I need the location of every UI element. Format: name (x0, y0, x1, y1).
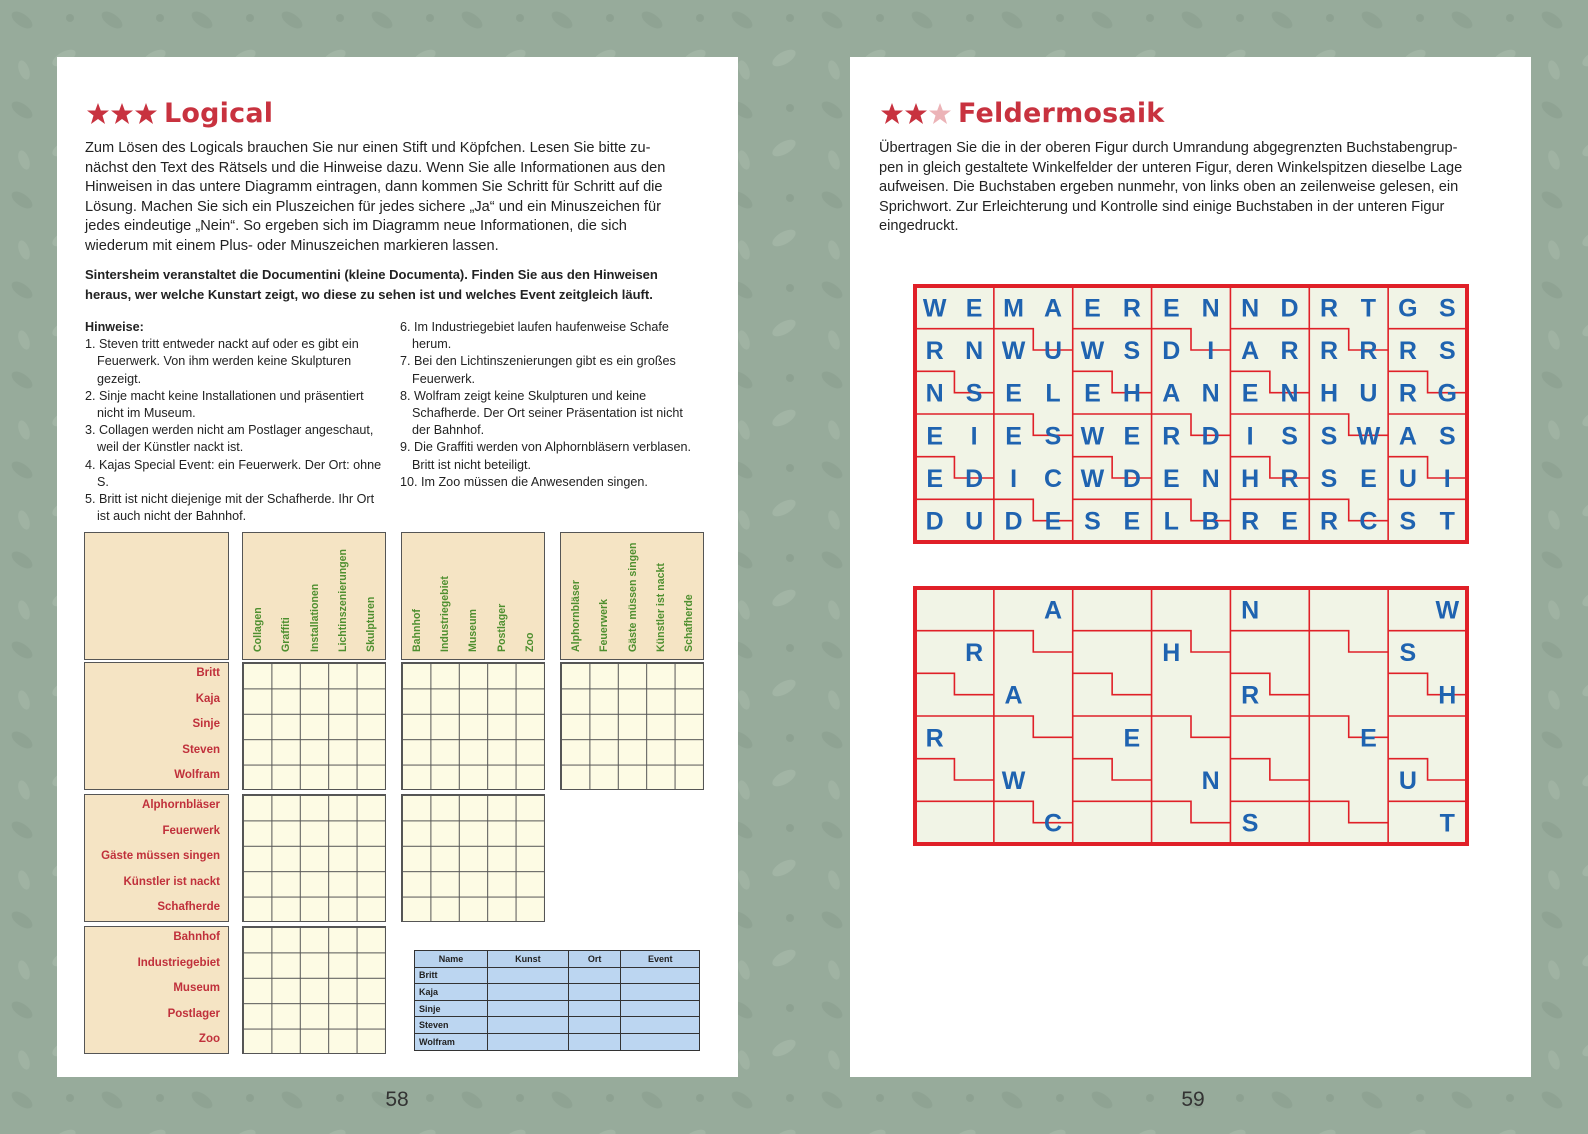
mosaic-letter: C (1043, 465, 1063, 493)
row-label: Feuerwerk (162, 825, 220, 837)
mosaic-letter: W (922, 294, 947, 323)
mosaic-letter: S (1320, 465, 1338, 493)
row-label: Wolfram (174, 769, 220, 781)
mosaic-letter: R (1319, 337, 1339, 365)
star-icon (904, 102, 928, 126)
mosaic-letter: H (1122, 379, 1141, 408)
column-header: Name (415, 951, 488, 968)
intro-line: Sprichwort. Zur Erleichterung und Kontrolle sind einige Buchstaben in der unteren Figur (879, 198, 1445, 215)
intro-line: wiederum mit einem Plus- oder Minuszeichen markieren lassen. (85, 237, 499, 254)
col-label: Künstler ist nackt (655, 563, 667, 652)
difficulty-stars (86, 102, 158, 126)
hint-item: 10. Im Zoo müssen die Anwesenden singen. (400, 474, 648, 489)
star-icon (86, 102, 110, 126)
mosaic-letter: L (1163, 507, 1179, 536)
mosaic-letter: G (1437, 379, 1458, 408)
column-header: Event (621, 951, 700, 968)
mosaic-letter: H (1241, 465, 1260, 493)
grid-event-ort[interactable] (401, 794, 545, 922)
mosaic-letter: D (965, 465, 984, 493)
mosaic-letter: E (1123, 507, 1141, 536)
mosaic-letter: E (1044, 507, 1062, 536)
page-number: 59 (1181, 1088, 1205, 1111)
intro-line: nächst den Text des Rätsels und die Hinweise dazu. Wenn Sie alle Informationen aus den (85, 159, 666, 176)
mosaic-letter: E (1084, 294, 1101, 323)
star-icon (110, 102, 134, 126)
col-label: Skulpturen (365, 596, 377, 652)
mosaic-letter: U (965, 507, 984, 536)
name-cell: Wolfram (415, 1033, 488, 1050)
mosaic-letter: N (1201, 294, 1220, 323)
col-label: Industriegebiet (439, 576, 451, 652)
row-label: Bahnhof (173, 931, 220, 943)
intro-line: Hinweisen in das untere Diagramm eintragen, dann kommen Sie Schritt für Schritt auf die (85, 179, 663, 196)
table-header-row (415, 951, 700, 968)
name-cell: Steven (415, 1017, 488, 1034)
mosaic-letter: U (1043, 337, 1063, 365)
row-label: Postlager (167, 1008, 220, 1020)
hint-item: 9. Die Graffiti werden von Alphornbläsern verblasen. Britt ist nicht beteiligt. (400, 440, 691, 472)
row-label: Industriegebiet (137, 957, 220, 969)
mosaic-letter: S (1281, 422, 1298, 451)
mosaic-letter: E (1005, 379, 1022, 408)
answer-cell[interactable] (568, 984, 621, 1001)
answer-cell[interactable] (488, 1000, 569, 1017)
mosaic-letter: M (1003, 294, 1024, 323)
mosaic-letter: D (925, 507, 944, 536)
column-header: Kunst (488, 951, 569, 968)
mosaic-letter: R (1280, 337, 1299, 365)
mosaic-letter: I (1010, 465, 1018, 493)
given-letter: E (1123, 724, 1141, 753)
grid-names-event[interactable] (560, 662, 704, 790)
given-letter: A (1004, 681, 1023, 710)
mosaic-letter: S (1438, 294, 1456, 323)
star-icon (134, 102, 158, 126)
intro-line: aufweisen. Die Buchstaben ergeben nunmehr, von links oben an zeilenweise gelesen, ein (879, 179, 1459, 196)
answer-cell[interactable] (621, 967, 700, 984)
row-label: Sinje (192, 718, 220, 730)
mosaic-letter: A (1398, 422, 1417, 451)
col-label: Zoo (524, 632, 536, 652)
col-label: Feuerwerk (598, 599, 610, 652)
mosaic-letter: E (1123, 422, 1141, 451)
col-label: Graffiti (280, 617, 292, 652)
mosaic-letter: N (1280, 379, 1299, 408)
intro-line: eingedruckt. (879, 218, 959, 235)
mosaic-letter: D (1004, 507, 1023, 536)
mosaic-letter: W (1001, 337, 1026, 365)
page-title: Logical (164, 98, 274, 129)
mosaic-letter: E (1162, 294, 1180, 323)
row-label: Steven (182, 744, 220, 756)
mosaic-letter: E (1281, 507, 1298, 536)
mosaic-letter: R (1319, 294, 1339, 323)
given-letter: W (1435, 596, 1460, 625)
given-letter: H (1162, 639, 1181, 667)
row-label: Gäste müssen singen (101, 850, 220, 862)
answer-cell[interactable] (568, 1033, 621, 1050)
col-label: Installationen (309, 583, 321, 652)
mosaic-letter: E (926, 465, 944, 493)
col-label: Postlager (496, 603, 508, 652)
intro-line: jedes eindeutige „Nein“. So ergeben sich im Diagramm neue Informationen, die sich (85, 218, 627, 235)
mosaic-letter: N (925, 379, 944, 408)
mosaic-letter: T (1360, 294, 1377, 323)
hint-item: 5. Britt ist nicht diejenige mit der Schafherde. Ihr Ort ist auch nicht der Bahnhof. (85, 492, 375, 524)
col-label: Gäste müssen singen (627, 542, 639, 652)
mosaic-letter: R (1241, 507, 1260, 536)
mosaic-letter: D (1280, 294, 1299, 323)
star-outline-icon (928, 102, 952, 126)
answer-cell[interactable] (568, 1017, 621, 1034)
answer-cell[interactable] (488, 1033, 569, 1050)
star-icon (880, 102, 904, 126)
grid-ort-kunst[interactable] (242, 926, 386, 1054)
mosaic-letter: W (1080, 465, 1105, 493)
mosaic-letter: E (1084, 379, 1101, 408)
table-row (415, 1000, 700, 1017)
mosaic-letter: E (1360, 465, 1377, 493)
answer-cell[interactable] (568, 967, 621, 984)
given-letter: N (1201, 767, 1220, 795)
given-letter: R (965, 639, 984, 667)
col-label: Alphornbläser (570, 580, 582, 652)
mosaic-letter: B (1201, 507, 1220, 536)
intro-line: Zum Lösen des Logicals brauchen Sie nur einen Stift und Köpfchen. Lesen Sie bitte zu- (85, 140, 651, 156)
given-letter: A (1043, 596, 1063, 625)
col-label: Collagen (252, 607, 264, 652)
row-label: Künstler ist nackt (123, 876, 220, 888)
mosaic-letter: R (1398, 337, 1417, 365)
solution-table (414, 950, 700, 1051)
mosaic-letter: S (1399, 507, 1417, 536)
mosaic-letter: H (1319, 379, 1339, 408)
mosaic-letter: D (1122, 465, 1141, 493)
table-row (415, 1017, 700, 1034)
table-row (415, 967, 700, 984)
grid-event-kunst[interactable] (242, 794, 386, 922)
story-line: heraus, wer welche Kunstart zeigt, wo diese zu sehen ist und welches Event zeitgleich läuft. (85, 287, 653, 302)
name-cell: Kaja (415, 984, 488, 1001)
intro-line: Lösung. Machen Sie sich ein Pluszeichen für jedes sichere „Ja“ und ein Minuszeichen für (85, 198, 661, 215)
table-row (415, 984, 700, 1001)
given-letter: C (1043, 809, 1063, 838)
mosaic-letter: E (1162, 465, 1180, 493)
hint-item: 4. Kajas Special Event: ein Feuerwerk. Der Ort: ohne S. (85, 457, 382, 489)
mosaic-letter: I (1443, 465, 1451, 493)
mosaic-letter: A (1162, 379, 1181, 408)
mosaic-letter: C (1359, 507, 1378, 536)
story-line: Sintersheim veranstaltet die Documentini (kleine Documenta). Finden Sie aus den Hinweisen (85, 267, 658, 282)
hint-item: 7. Bei den Lichtinszenierungen gibt es ein großes Feuerwerk. (400, 354, 676, 386)
corner-box (84, 532, 229, 660)
given-letter: W (1001, 767, 1026, 795)
mosaic-letter: W (1080, 422, 1105, 451)
intro-line: Übertragen Sie die in der oberen Figur durch Umrandung abgegrenzten Buchstabengrup- (879, 140, 1458, 156)
name-cell: Sinje (415, 1000, 488, 1017)
upper-mosaic-grid (911, 282, 1471, 546)
given-letter: U (1398, 767, 1417, 795)
row-label: Schafherde (157, 901, 220, 913)
answer-cell[interactable] (621, 1000, 700, 1017)
mosaic-letter: E (1005, 422, 1022, 451)
hints-column-2 (400, 319, 700, 491)
mosaic-letter: S (1438, 422, 1456, 451)
mosaic-letter: I (1207, 337, 1215, 365)
answer-cell[interactable] (621, 984, 700, 1001)
feldermosaik-intro (879, 139, 1499, 237)
mosaic-letter: S (965, 379, 983, 408)
mosaic-letter: R (1280, 465, 1299, 493)
mosaic-letter: S (1320, 422, 1338, 451)
grid-names-ort[interactable] (401, 662, 545, 790)
lower-mosaic-grid[interactable] (911, 584, 1471, 848)
mosaic-letter: N (1241, 294, 1260, 323)
row-label: Museum (173, 982, 220, 994)
column-header: Ort (568, 951, 621, 968)
mosaic-letter: L (1045, 379, 1061, 408)
mosaic-letter: D (1162, 337, 1181, 365)
mosaic-letter: A (1043, 294, 1063, 323)
mosaic-letter: S (1044, 422, 1062, 451)
mosaic-letter: W (1080, 337, 1105, 365)
answer-cell[interactable] (621, 1033, 700, 1050)
difficulty-stars (880, 102, 952, 126)
mosaic-letter: E (965, 294, 983, 323)
mosaic-letter: T (1439, 507, 1455, 536)
col-label: Lichtinszenierungen (337, 548, 349, 652)
mosaic-letter: S (1084, 507, 1101, 536)
given-letter: S (1241, 809, 1259, 838)
mosaic-letter: N (1201, 379, 1220, 408)
mosaic-letter: R (1122, 294, 1141, 323)
given-letter: H (1438, 681, 1457, 710)
given-letter: R (1241, 681, 1260, 710)
mosaic-letter: R (1319, 507, 1339, 536)
mosaic-letter: R (1162, 422, 1181, 451)
row-label: Britt (196, 667, 220, 679)
table-row (415, 1033, 700, 1050)
mosaic-letter: G (1398, 294, 1418, 323)
answer-cell[interactable] (488, 1017, 569, 1034)
hints-column-1 (85, 319, 385, 525)
mosaic-letter: A (1241, 337, 1260, 365)
intro-line: pen in gleich gestaltete Winkelfelder der unteren Figur, deren Winkelspitzen dieselbe Lage (879, 159, 1463, 176)
given-letter: R (925, 724, 944, 753)
mosaic-letter: W (1356, 422, 1381, 451)
hint-item: 3. Collagen werden nicht am Postlager angeschaut, weil der Künstler nackt ist. (85, 423, 374, 455)
answer-cell[interactable] (621, 1017, 700, 1034)
hint-item: 2. Sinje macht keine Installationen und präsentiert nicht im Museum. (85, 388, 364, 421)
mosaic-letter: R (1359, 337, 1378, 365)
answer-cell[interactable] (488, 984, 569, 1001)
col-label: Bahnhof (411, 609, 423, 652)
answer-cell[interactable] (488, 967, 569, 984)
name-cell: Britt (415, 967, 488, 984)
answer-cell[interactable] (568, 1000, 621, 1017)
given-letter: N (1241, 596, 1260, 625)
feldermosaik-title (880, 98, 1164, 129)
mosaic-letter: N (965, 337, 984, 365)
mosaic-letter: S (1438, 337, 1456, 365)
logical-title (86, 98, 273, 129)
mosaic-letter: E (926, 422, 944, 451)
mosaic-letter: S (1123, 337, 1141, 365)
grid-names-kunst[interactable] (242, 662, 386, 790)
mosaic-letter: N (1201, 465, 1220, 493)
page-title: Feldermosaik (958, 98, 1165, 129)
hints-heading: Hinweise: (85, 320, 144, 334)
mosaic-letter: I (970, 422, 978, 451)
mosaic-letter: I (1246, 422, 1254, 451)
hint-item: 1. Steven tritt entweder nackt auf oder es gibt ein Feuerwerk. Von ihm werden keine Skulpturen gezeigt. (85, 337, 359, 386)
given-letter: T (1439, 809, 1455, 838)
row-label: Kaja (195, 693, 220, 705)
logical-intro (85, 139, 725, 257)
mosaic-letter: E (1241, 379, 1259, 408)
mosaic-letter: U (1359, 379, 1378, 408)
row-label: Zoo (198, 1033, 220, 1045)
mosaic-letter: U (1398, 465, 1417, 493)
col-label: Schafherde (683, 594, 695, 652)
page-number: 58 (385, 1088, 409, 1111)
row-label: Alphornbläser (142, 799, 220, 811)
col-label: Museum (467, 609, 479, 652)
hint-item: 8. Wolfram zeigt keine Skulpturen und keine Schafherde. Der Ort seiner Präsentation ist nicht der Bahnhof. (400, 388, 683, 438)
mosaic-letter: R (1398, 379, 1417, 408)
hint-item: 6. Im Industriegebiet laufen haufenweise Schafe herum. (400, 320, 669, 352)
mosaic-letter: D (1201, 422, 1220, 451)
puzzle-story (85, 265, 725, 305)
given-letter: E (1360, 724, 1377, 753)
given-letter: S (1399, 639, 1417, 667)
mosaic-letter: R (925, 337, 944, 365)
